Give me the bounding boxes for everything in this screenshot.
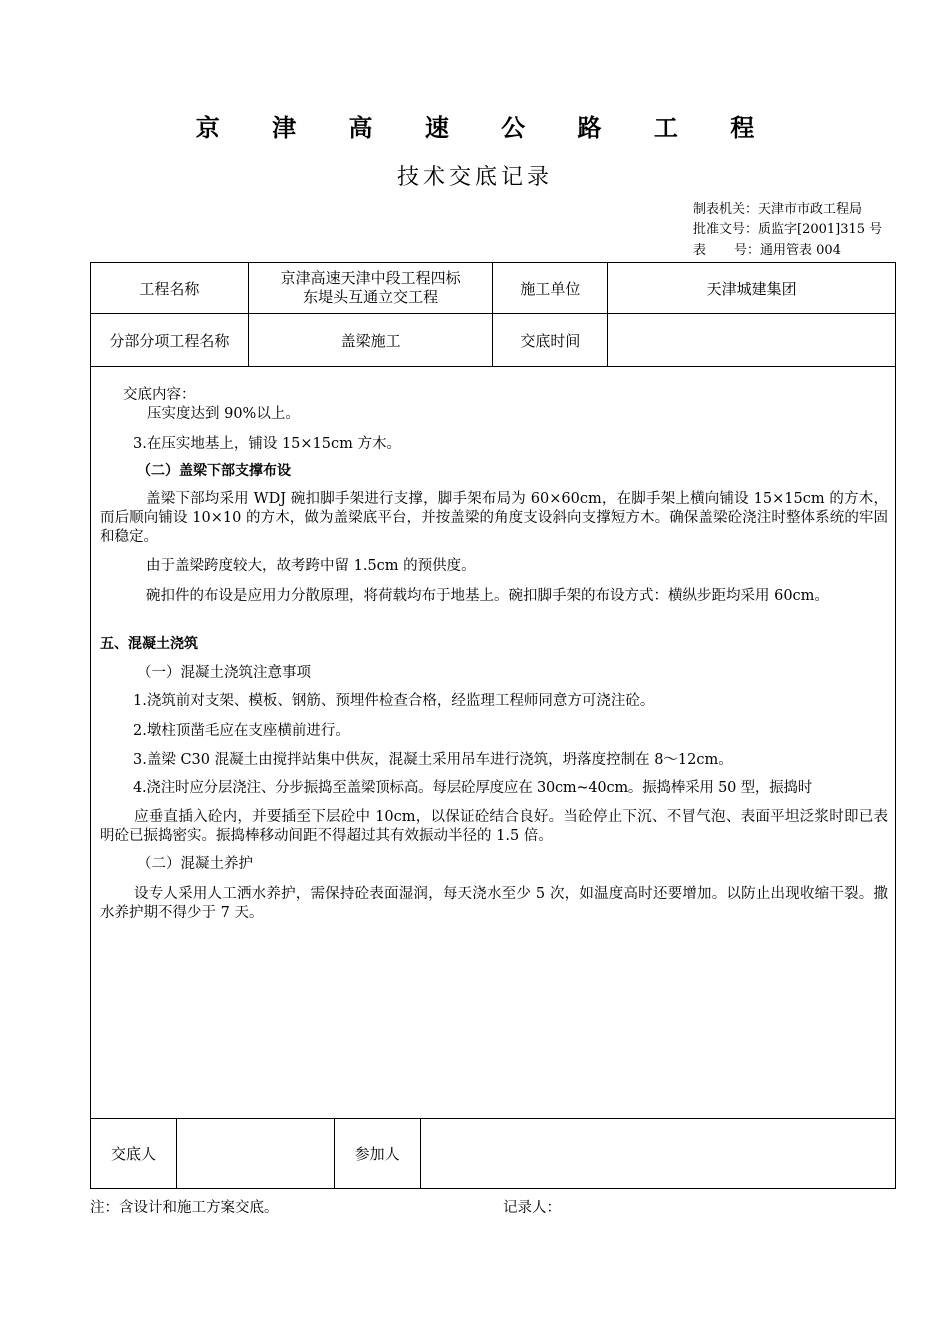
subproject-value: 盖梁施工 xyxy=(248,314,493,367)
signature-table xyxy=(90,1118,896,1189)
project-name-value xyxy=(248,263,493,314)
content-paragraph: 压实度达到 90%以上。 xyxy=(147,406,300,422)
signature-row xyxy=(91,1119,896,1189)
content-intro: 交底内容： xyxy=(123,387,196,403)
section-heading: 五、混凝土浇筑 xyxy=(100,636,198,652)
document-title: 京 津 高 速 公 路 工 程 xyxy=(195,114,777,142)
recorder-label: 记录人： xyxy=(503,1200,561,1216)
handover-signature-field[interactable] xyxy=(176,1119,334,1189)
content-paragraph: 3.盖梁 C30 混凝土由搅拌站集中供灰，混凝土采用吊车进行浇筑，坍落度控制在 8～12cm。 xyxy=(133,752,733,768)
subsection-heading: （二）混凝土养护 xyxy=(137,856,253,872)
project-name-label: 工程名称 xyxy=(91,263,249,314)
subsection-heading: （一）混凝土浇筑注意事项 xyxy=(137,665,311,681)
document-subtitle: 技术交底记录 xyxy=(396,165,553,190)
contractor-label: 施工单位 xyxy=(493,263,608,314)
approval-line: 批准文号：质监字[2001]315 号 xyxy=(693,222,883,237)
content-paragraph: 碗扣件的布设是应用力分散原理，将荷载均布于地基上。碗扣脚手架的布设方式：横纵步距均采用 60cm。 xyxy=(146,588,829,604)
date-label: 交底时间 xyxy=(493,314,608,367)
form-value: 号：通用管表 004 xyxy=(734,243,841,258)
participant-signature-field[interactable] xyxy=(420,1119,895,1189)
header-row-2 xyxy=(91,314,896,367)
content-paragraph: 由于盖梁跨度较大，故考跨中留 1.5cm 的预供度。 xyxy=(146,558,476,574)
issuer-line: 制表机关：天津市市政工程局 xyxy=(693,202,863,217)
content-paragraph: 1.浇筑前对支架、模板、钢筋、预埋件检查合格，经监理工程师同意方可浇注砼。 xyxy=(133,693,655,709)
footer-note: 注：含设计和施工方案交底。 xyxy=(90,1200,279,1216)
handover-label: 交底人 xyxy=(91,1119,177,1189)
header-row-1 xyxy=(91,263,896,314)
section-heading: （二）盖梁下部支撑布设 xyxy=(137,463,291,479)
form-number-line xyxy=(693,243,841,258)
content-paragraph: 3.在压实地基上，铺设 15×15cm 方木。 xyxy=(133,436,401,452)
content-paragraph: 2.墩柱顶凿毛应在支座横前进行。 xyxy=(133,723,350,739)
project-name-line-2: 东堤头互通立交工程 xyxy=(303,288,439,306)
form-label: 表 xyxy=(693,243,707,258)
participant-label: 参加人 xyxy=(334,1119,420,1189)
content-paragraph: 设专人采用人工洒水养护，需保持砼表面湿润，每天浇水至少 5 次，如温度高时还要增加。以防止出现收缩干裂。撒水养护期不得少于 7 天。 xyxy=(100,886,888,921)
content-paragraph: 应垂直插入砼内，并要插至下层砼中 10cm，以保证砼结合良好。当砼停止下沉、不冒气泡、表面平坦泛浆时即已表明砼已振捣密实。振捣棒移动间距不得超过其有效振动半径的 1.5 倍。 xyxy=(100,809,888,844)
contractor-value: 天津城建集团 xyxy=(608,263,896,314)
project-name-line-1: 京津高速天津中段工程四标 xyxy=(280,269,461,287)
content-paragraph: 4.浇注时应分层浇注、分步振捣至盖梁顶标高。每层砼厚度应在 30cm~40cm。振捣棒采用 50 型，振捣时 xyxy=(133,780,813,796)
subproject-label: 分部分项工程名称 xyxy=(91,314,249,367)
date-value xyxy=(608,314,896,367)
content-paragraph: 盖梁下部均采用 WDJ 碗扣脚手架进行支撑，脚手架布局为 60×60cm，在脚手架上横向铺设 15×15cm 的方木，而后顺向铺设 10×10 的方木，做为盖梁底平台，并按盖梁的角度支设斜向支撑短方木。确保盖梁砼浇注时整体系统的牢固和稳定。 xyxy=(100,491,888,545)
header-table xyxy=(90,262,896,367)
